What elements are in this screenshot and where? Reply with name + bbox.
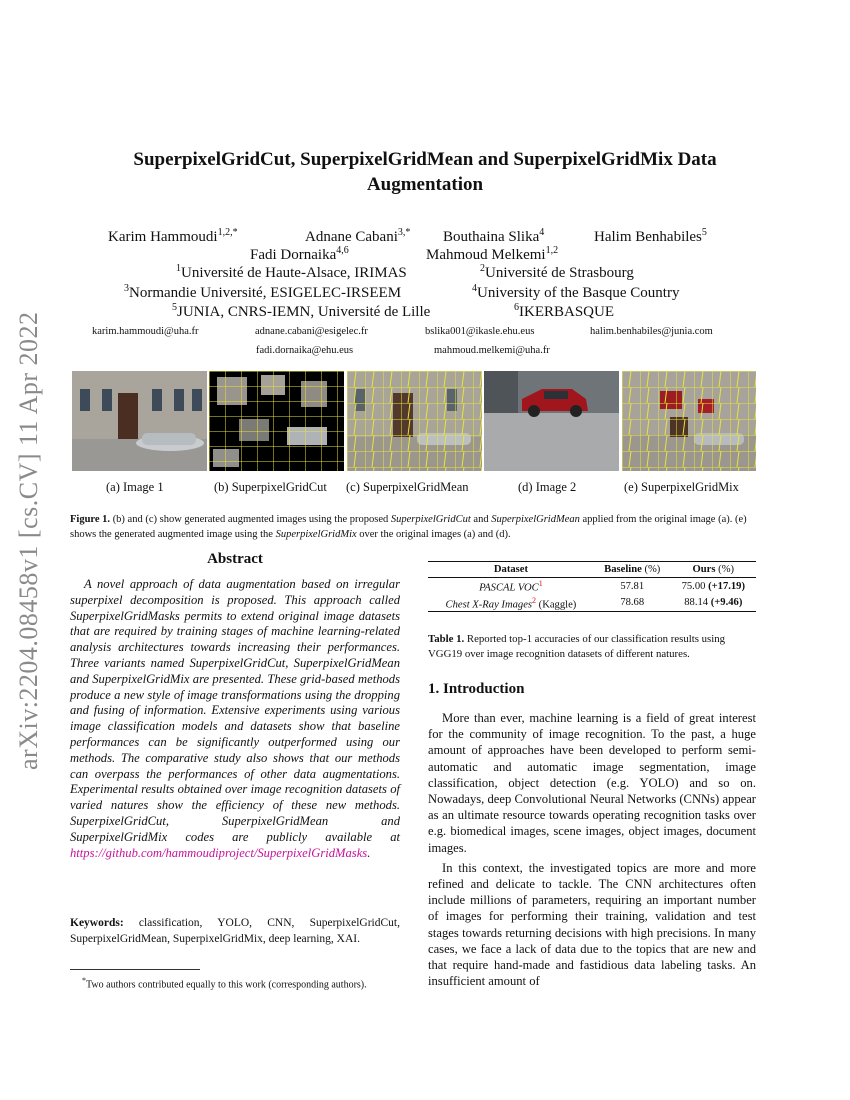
footnote-rule [70, 969, 200, 970]
image-superpixelgridcut [209, 371, 344, 471]
abstract-body: A novel approach of data augmentation based on irregular superpixel decomposition is proposed. This approach called SuperpixelGridMasks permits to extend original image datasets that are required by training stages of machine learning-related analysis architectures towards increasing their performances. Three variants named SuperpixelGridCut, SuperpixelGridMean and SuperpixelGridMix are presented. These grid-based methods produce a new style of image transformations using the dropping and fusing of information. Extensive experiments using various image classification models and datasets show that baseline performances can be significantly outperformed using our methods. The comparative study also shows that our methods can overpass the performances of other data augmentations. Experimental results obtained over image recognition datasets of varied natures show the efficiency of these new methods. SuperpixelGridCut, SuperpixelGridMean and SuperpixelGridMix codes are publicly available at https://github.com/hammoudiproject/SuperpixelGridMasks. [70, 577, 400, 860]
intro-paragraph: More than ever, machine learning is a field of great interest for the community of image recognition. To the past, a huge amount of approaches have been developed to perform semi-automatic and automatic image segmentation, image classification, object detection (e.g. YOLO) and so on. Nowadays, deep Convolutional Neural Networks (CNNs) appear as an ultimate resource towards operating recognition tasks over e.g. biomedical images, scene images, object images, document images. [428, 711, 756, 855]
author: Bouthaina Slika$^4$ [443, 227, 545, 245]
affiliation: $^6$IKERBASQUE [514, 302, 615, 320]
sublabel: (a) Image 1 [106, 480, 164, 494]
abstract-heading: Abstract [207, 551, 263, 567]
image-2-red-car [484, 371, 619, 471]
author: Fadi Dornaika$^{4,6}$ [250, 245, 349, 263]
code-link[interactable]: https://github.com/hammoudiproject/SuperpixelGridMasks [70, 845, 368, 860]
email: adnane.cabani@esigelec.fr [255, 326, 368, 337]
email: fadi.dornaika@ehu.eus [256, 345, 354, 356]
col-dataset: Dataset [428, 562, 594, 578]
sublabel: (d) Image 2 [518, 480, 577, 494]
col-ours: Ours (%) [671, 562, 756, 578]
author: Mahmoud Melkemi$^{1,2}$ [426, 245, 559, 263]
intro-paragraph: In this context, the investigated topics are more and more refined and delicate to tackle. The CNN architectures often include millions of parameters, requiring an important number of images for performing their training, validation and test stages towards returning decisions with high precisions. In many cases, we face a lack of data due to the topics that are new and that require hand-made and fastidious data labeling tasks. An insufficient amount of [428, 860, 756, 989]
author: Halim Benhabiles$^5$ [594, 227, 707, 245]
affiliation: $^2$Université de Strasbourg [480, 263, 634, 281]
affiliation: $^3$Normandie Université, ESIGELEC-IRSEEM [124, 283, 402, 301]
arxiv-identifier: arXiv:2204.08458v1 [cs.CV] 11 Apr 2022 [14, 311, 43, 770]
figure-1-images [72, 371, 756, 471]
table-row [428, 595, 756, 612]
results-table [428, 561, 756, 612]
sublabel: (c) SuperpixelGridMean [346, 480, 469, 494]
email: karim.hammoudi@uha.fr [92, 326, 199, 337]
intro-body [428, 710, 756, 989]
image-1-street-photo [72, 371, 207, 471]
table-header-row [428, 562, 756, 578]
sublabel: (b) SuperpixelGridCut [214, 480, 327, 494]
sublabel: (e) SuperpixelGridMix [624, 480, 739, 494]
affiliation: $^1$Université de Haute-Alsace, IRIMAS [176, 263, 407, 281]
author: Adnane Cabani$^{3,*}$ [305, 227, 411, 245]
author: Karim Hammoudi$^{1,2,*}$ [108, 227, 238, 245]
figure-caption: Figure 1. (b) and (c) show generated augmented images using the proposed SuperpixelGridCut and SuperpixelGridMean applied from the original image (a). (e) shows the generated augmented image using the SuperpixelGridMix over the original images (a) and (d). [70, 514, 747, 540]
cell-dataset: PASCAL VOC$^1$ [479, 579, 543, 594]
intro-heading: 1. Introduction [428, 681, 525, 697]
cell-baseline: 57.81 [620, 580, 645, 592]
cell-baseline: 78.68 [594, 595, 671, 612]
image-superpixelgridmix [622, 371, 756, 471]
table-caption: Table 1. Reported top-1 accuracies of our classification results using VGG19 over image recognition datasets of different natures. [428, 633, 726, 660]
cell-dataset: Chest X-Ray Images$^2$ (Kaggle) [428, 595, 594, 612]
affiliation: $^5$JUNIA, CNRS-IEMN, Université de Lille [172, 302, 431, 320]
table-row [428, 578, 756, 595]
keywords: Keywords: classification, YOLO, CNN, SuperpixelGridCut, SuperpixelGridMean, SuperpixelGridMix, deep learning, XAI. [70, 917, 400, 945]
footnote: *Two authors contributed equally to this work (corresponding authors). [82, 976, 367, 991]
email: bslika001@ikasle.ehu.eus [425, 326, 535, 337]
image-superpixelgridmean [347, 371, 482, 471]
email: mahmoud.melkemi@uha.fr [434, 345, 550, 356]
paper-title: SuperpixelGridCut, SuperpixelGridMean and SuperpixelGridMix Data Augmentation [133, 149, 717, 195]
affiliation: $^4$University of the Basque Country [472, 283, 680, 301]
cell-ours: 75.00 (+17.19) [681, 580, 746, 592]
email: halim.benhabiles@junia.com [590, 326, 713, 337]
col-baseline: Baseline (%) [594, 562, 671, 578]
cell-ours: 88.14 (+9.46) [671, 595, 756, 612]
